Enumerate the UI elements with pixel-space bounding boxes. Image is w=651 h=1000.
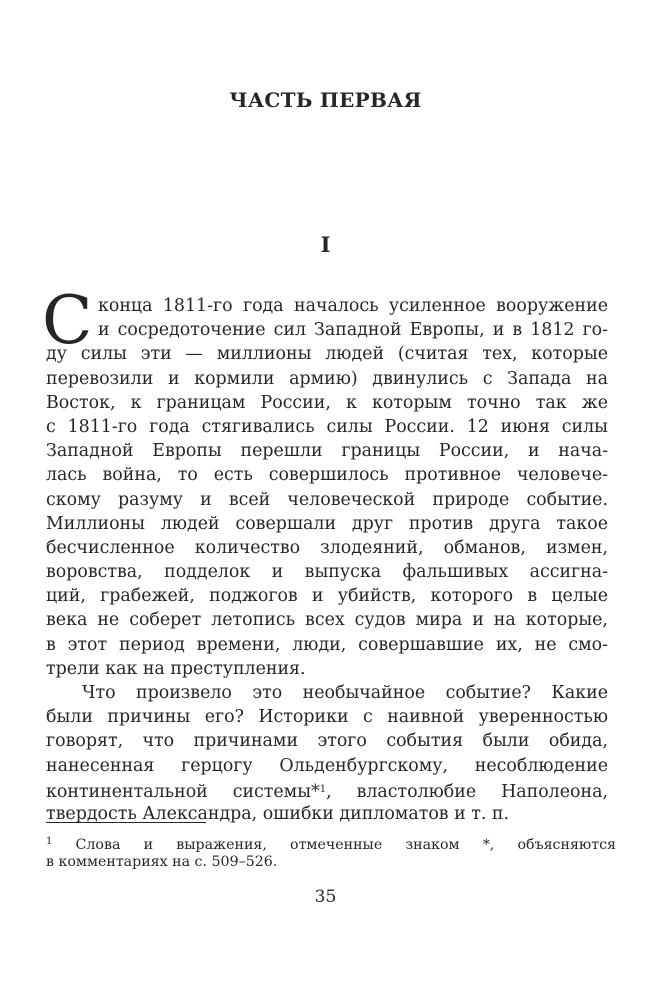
paragraph-1: [46, 294, 608, 681]
text-line: в этот период времени, люди, совершавшие их, не смо-: [46, 634, 608, 655]
chapter-number: I: [320, 232, 331, 257]
part-title: ЧАСТЬ ПЕРВАЯ: [229, 88, 422, 112]
text-line: Миллионы людей совершали друг против друга такое: [46, 513, 608, 534]
text-line: говорят, что причинами этого события были обида,: [46, 731, 608, 752]
text-line: и сосредоточение сил Западной Европы, и в 1812 го-: [98, 320, 608, 341]
text-line: воровства, подделок и выпуска фальшивых ассигна-: [46, 562, 608, 583]
text-line: трели как на преступления.: [46, 658, 306, 679]
text-line: скому разуму и всей человеческой природе событие.: [46, 489, 608, 510]
footnote-marker: 1: [46, 836, 53, 847]
text-line: [46, 778, 608, 802]
footnote-divider: [46, 822, 206, 823]
text-line: лась война, то есть совершилось противное человече-: [46, 465, 608, 486]
text-segment: континентальной системы*: [46, 781, 320, 802]
text-line: ций, грабежей, поджогов и убийств, которого в целые: [46, 586, 608, 607]
text-line: бесчисленное количество злодеяний, обманов, измен,: [46, 537, 608, 558]
text-line: перевозили и кормили армию) двинулись с Запада на: [46, 368, 608, 389]
text-segment: , властолюбие Наполеона,: [326, 781, 608, 802]
footnote: [46, 831, 616, 873]
text-line: века не соберет летопись всех судов мира и на которые,: [46, 610, 608, 631]
text-line: ду силы эти — миллионы людей (считая тех, которые: [46, 344, 608, 365]
text-line: нанесенная герцогу Ольденбургскому, несоблюдение: [46, 755, 608, 776]
footnote-text: Слова и выражения, отмеченные знаком *, объясняются: [52, 837, 616, 853]
text-line: были причины его? Историки с наивной уверенностью: [46, 707, 608, 728]
footnote-reference: 1: [319, 783, 327, 795]
main-text: [42, 282, 608, 826]
paragraph-2: [46, 681, 608, 826]
drop-cap: С: [42, 282, 93, 359]
text-line: Западной Европы перешли границы России, и нача-: [46, 441, 608, 462]
footnote-line: [46, 831, 616, 852]
text-line: твердость Александра, ошибки дипломатов и т. п.: [46, 803, 510, 824]
text-line: конца 1811-го года началось усиленное вооружение: [98, 296, 608, 316]
page-number: 35: [314, 887, 337, 907]
footnote-line: в комментариях на с. 509–526.: [46, 854, 278, 870]
text-line: Восток, к границам России, к которым точно так же: [46, 392, 608, 413]
text-line: с 1811-го года стягивались силы России. 12 июня силы: [46, 416, 608, 437]
text-line: Что произвело это необычайное событие? Какие: [82, 683, 608, 703]
